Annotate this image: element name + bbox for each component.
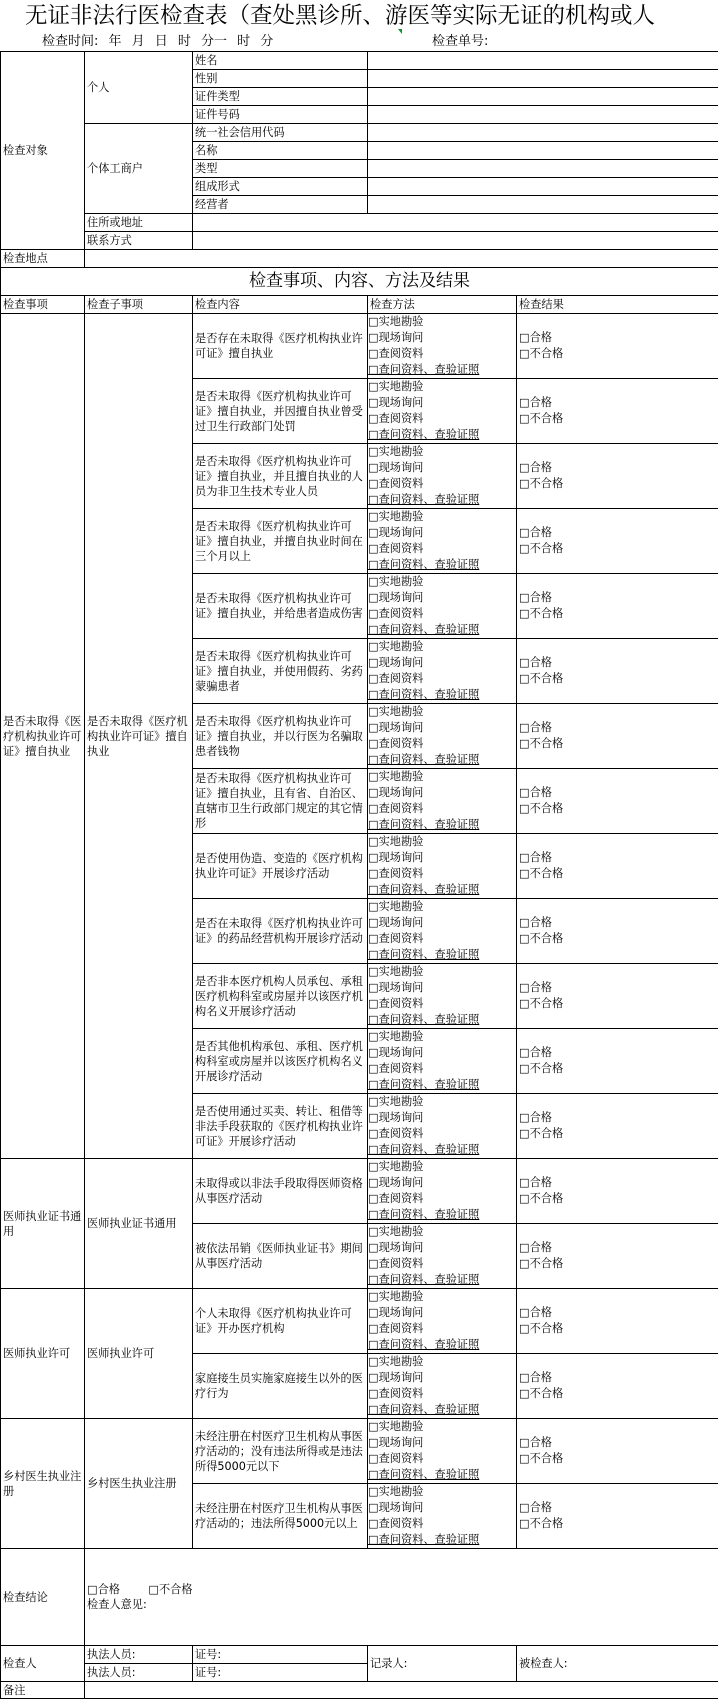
result-checkbox[interactable]: □不合格 (519, 1061, 716, 1077)
inspection-content: 未经注册在村医疗卫生机构从事医疗活动的；违法所得5000元以上 (193, 1484, 368, 1549)
method-checkbox[interactable]: □查阅资料 (368, 1386, 516, 1402)
inspection-items (1, 314, 718, 1549)
result-checkbox[interactable]: □合格 (519, 785, 716, 801)
location-value[interactable] (85, 250, 718, 268)
method-checkbox[interactable]: □查阅资料 (368, 1321, 516, 1337)
section-title: 检查事项、内容、方法及结果 (1, 268, 718, 296)
method-checkbox[interactable]: □实地勘验 (368, 1419, 516, 1435)
inspection-content: 是否非本医疗机构人员承包、承租医疗机构科室或房屋并以该医疗机构名义开展诊疗活动 (193, 964, 368, 1029)
inspection-item: 医师执业许可 (1, 1289, 85, 1419)
inspection-methods (368, 574, 517, 639)
method-checkbox[interactable]: □现场询问 (368, 720, 516, 736)
inspection-methods (368, 1029, 517, 1094)
method-checkbox[interactable]: □查问资料、查验证照 (368, 622, 516, 638)
method-checkbox[interactable]: □现场询问 (368, 980, 516, 996)
method-checkbox[interactable]: □现场询问 (368, 1305, 516, 1321)
officer-label-2: 执法人员: (85, 1664, 193, 1682)
result-checkbox[interactable]: □不合格 (519, 1516, 716, 1532)
method-checkbox[interactable]: □查问资料、查验证照 (368, 1077, 516, 1093)
inspection-form-table (0, 51, 718, 1699)
method-checkbox[interactable]: □查问资料、查验证照 (368, 1532, 516, 1548)
method-checkbox[interactable]: □查问资料、查验证照 (368, 882, 516, 898)
method-checkbox[interactable]: □查阅资料 (368, 996, 516, 1012)
inspection-methods (368, 704, 517, 769)
form-subtitle (0, 33, 718, 51)
inspectee-label: 被检查人: (517, 1646, 718, 1682)
method-checkbox[interactable]: □实地勘验 (368, 964, 516, 980)
result-checkbox[interactable]: □合格 (519, 395, 716, 411)
result-checkbox[interactable]: □合格 (519, 1045, 716, 1061)
inspection-time-label: 检查时间: 年 月 日 时 分一 时 分 (42, 33, 273, 51)
contact-value[interactable] (193, 232, 718, 250)
method-checkbox[interactable]: □查问资料、查验证照 (368, 427, 516, 443)
inspection-results (517, 1159, 718, 1224)
method-checkbox[interactable]: □查阅资料 (368, 736, 516, 752)
method-checkbox[interactable]: □现场询问 (368, 915, 516, 931)
result-checkbox[interactable]: □合格 (519, 1435, 716, 1451)
person-id-number-value[interactable] (368, 106, 718, 124)
inspection-results (517, 639, 718, 704)
inspection-methods (368, 314, 517, 379)
inspection-methods (368, 444, 517, 509)
officer-label-1: 执法人员: (85, 1646, 193, 1664)
business-type-value[interactable] (368, 160, 718, 178)
inspection-content: 个人未取得《医疗机构执业许可证》开办医疗机构 (193, 1289, 368, 1354)
inspection-methods (368, 834, 517, 899)
result-checkbox[interactable]: □不合格 (519, 931, 716, 947)
inspection-content: 是否存在未取得《医疗机构执业许可证》擅自执业 (193, 314, 368, 379)
inspection-results (517, 964, 718, 1029)
method-checkbox[interactable]: □现场询问 (368, 785, 516, 801)
method-checkbox[interactable]: □查问资料、查验证照 (368, 1207, 516, 1223)
method-checkbox[interactable]: □实地勘验 (368, 1094, 516, 1110)
result-checkbox[interactable]: □不合格 (519, 1386, 716, 1402)
method-checkbox[interactable]: □实地勘验 (368, 1159, 516, 1175)
business-name-value[interactable] (368, 142, 718, 160)
inspection-sub-item: 医师执业证书通用 (85, 1159, 193, 1289)
inspection-results (517, 1354, 718, 1419)
method-checkbox[interactable]: □实地勘验 (368, 1289, 516, 1305)
inspected-party-label: 检查对象 (1, 52, 85, 250)
method-checkbox[interactable]: □现场询问 (368, 1435, 516, 1451)
method-checkbox[interactable]: □查阅资料 (368, 1516, 516, 1532)
inspection-results (517, 314, 718, 379)
person-field-id-number: 证件号码 (193, 106, 368, 124)
inspection-methods (368, 639, 517, 704)
inspection-results (517, 1419, 718, 1484)
inspection-methods (368, 769, 517, 834)
inspection-item: 医师执业证书通用 (1, 1159, 85, 1289)
person-id-type-value[interactable] (368, 88, 718, 106)
person-field-gender: 性别 (193, 70, 368, 88)
method-checkbox[interactable]: □查阅资料 (368, 1256, 516, 1272)
method-checkbox[interactable]: □查阅资料 (368, 606, 516, 622)
inspection-results (517, 444, 718, 509)
method-checkbox[interactable]: □查阅资料 (368, 801, 516, 817)
inspection-content: 是否在未取得《医疗机构执业许可证》的药品经营机构开展诊疗活动 (193, 899, 368, 964)
inspection-methods (368, 1159, 517, 1224)
person-label: 个人 (85, 52, 193, 124)
person-gender-value[interactable] (368, 70, 718, 88)
result-checkbox[interactable]: □不合格 (519, 996, 716, 1012)
method-checkbox[interactable]: □查阅资料 (368, 346, 516, 362)
inspection-methods (368, 1354, 517, 1419)
result-checkbox[interactable]: □不合格 (519, 801, 716, 817)
method-checkbox[interactable]: □实地勘验 (368, 1484, 516, 1500)
method-checkbox[interactable]: □查问资料、查验证照 (368, 1272, 516, 1288)
inspection-content: 是否其他机构承包、承租、医疗机构科室或房屋并以该医疗机构名义开展诊疗活动 (193, 1029, 368, 1094)
conclusion-label: 检查结论 (1, 1549, 85, 1646)
inspection-content: 是否未取得《医疗机构执业许可证》擅自执业，且有省、自治区、直辖市卫生行政部门规定的其它情形 (193, 769, 368, 834)
result-checkbox[interactable]: □不合格 (519, 1451, 716, 1467)
method-checkbox[interactable]: □现场询问 (368, 525, 516, 541)
method-checkbox[interactable]: □查问资料、查验证照 (368, 492, 516, 508)
inspection-results (517, 834, 718, 899)
method-checkbox[interactable]: □查阅资料 (368, 476, 516, 492)
inspection-item: 乡村医生执业注册 (1, 1419, 85, 1549)
result-checkbox[interactable]: □不合格 (519, 1256, 716, 1272)
result-checkbox[interactable]: □不合格 (519, 736, 716, 752)
method-checkbox[interactable]: □现场询问 (368, 460, 516, 476)
result-checkbox[interactable]: □合格 (519, 1240, 716, 1256)
business-field-credit-code: 统一社会信用代码 (193, 124, 368, 142)
method-checkbox[interactable]: □实地勘验 (368, 314, 516, 330)
inspection-item: 是否未取得《医疗机构执业许可证》擅自执业 (1, 314, 85, 1159)
method-checkbox[interactable]: □查问资料、查验证照 (368, 687, 516, 703)
inspection-row (1, 1159, 718, 1224)
inspection-content: 是否未取得《医疗机构执业许可证》擅自执业，并因擅自执业曾受过卫生行政部门处罚 (193, 379, 368, 444)
result-checkbox[interactable]: □不合格 (519, 1191, 716, 1207)
result-checkbox[interactable]: □合格 (519, 330, 716, 346)
inspection-content: 是否使用伪造、变造的《医疗机构执业许可证》开展诊疗活动 (193, 834, 368, 899)
inspection-content: 是否未取得《医疗机构执业许可证》擅自执业，并以行医为名骗取患者钱物 (193, 704, 368, 769)
result-checkbox[interactable]: □合格 (519, 915, 716, 931)
method-checkbox[interactable]: □现场询问 (368, 395, 516, 411)
address-label: 住所或地址 (85, 214, 193, 232)
method-checkbox[interactable]: □现场询问 (368, 1240, 516, 1256)
method-checkbox[interactable]: □实地勘验 (368, 509, 516, 525)
result-checkbox[interactable]: □合格 (519, 460, 716, 476)
conclusion-options[interactable]: □合格 □不合格 (87, 1582, 716, 1597)
result-checkbox[interactable]: □合格 (519, 655, 716, 671)
method-checkbox[interactable]: □实地勘验 (368, 1029, 516, 1045)
result-checkbox[interactable]: □合格 (519, 590, 716, 606)
inspection-content: 是否使用通过买卖、转让、租借等非法手段获取的《医疗机构执业许可证》开展诊疗活动 (193, 1094, 368, 1159)
method-checkbox[interactable]: □实地勘验 (368, 1224, 516, 1240)
business-field-type: 类型 (193, 160, 368, 178)
method-checkbox[interactable]: □查问资料、查验证照 (368, 752, 516, 768)
method-checkbox[interactable]: □查问资料、查验证照 (368, 1337, 516, 1353)
method-checkbox[interactable]: □查问资料、查验证照 (368, 1012, 516, 1028)
method-checkbox[interactable]: □查问资料、查验证照 (368, 1402, 516, 1418)
inspection-results (517, 509, 718, 574)
inspection-results (517, 574, 718, 639)
inspection-results (517, 769, 718, 834)
page-title: 无证非法行医检查表（查处黑诊所、游医等实际无证的机构或人 (0, 0, 718, 33)
business-operator-value[interactable] (368, 196, 718, 214)
inspection-sub-item: 是否未取得《医疗机构执业许可证》擅自执业 (85, 314, 193, 1159)
result-checkbox[interactable]: □不合格 (519, 671, 716, 687)
cert-label-2: 证号: (193, 1664, 368, 1682)
result-checkbox[interactable]: □合格 (519, 525, 716, 541)
business-field-composition: 组成形式 (193, 178, 368, 196)
inspection-results (517, 379, 718, 444)
result-checkbox[interactable]: □不合格 (519, 411, 716, 427)
inspection-content: 未经注册在村医疗卫生机构从事医疗活动的；没有违法所得或是违法所得5000元以下 (193, 1419, 368, 1484)
inspection-content: 是否未取得《医疗机构执业许可证》擅自执业，并擅自执业时间在三个月以上 (193, 509, 368, 574)
result-checkbox[interactable]: □合格 (519, 1500, 716, 1516)
inspection-methods (368, 509, 517, 574)
method-checkbox[interactable]: □实地勘验 (368, 769, 516, 785)
method-checkbox[interactable]: □实地勘验 (368, 834, 516, 850)
method-checkbox[interactable]: □现场询问 (368, 1110, 516, 1126)
method-checkbox[interactable]: □查阅资料 (368, 411, 516, 427)
inspection-row (1, 314, 718, 379)
inspection-methods (368, 1484, 517, 1549)
method-checkbox[interactable]: □查问资料、查验证照 (368, 817, 516, 833)
method-checkbox[interactable]: □现场询问 (368, 1175, 516, 1191)
method-checkbox[interactable]: □查问资料、查验证照 (368, 1142, 516, 1158)
result-checkbox[interactable]: □合格 (519, 980, 716, 996)
method-checkbox[interactable]: □现场询问 (368, 1500, 516, 1516)
method-checkbox[interactable]: □查问资料、查验证照 (368, 947, 516, 963)
inspection-sub-item: 医师执业许可 (85, 1289, 193, 1419)
inspection-methods (368, 1094, 517, 1159)
header-method: 检查方法 (368, 296, 517, 314)
cert-label-1: 证号: (193, 1646, 368, 1664)
method-checkbox[interactable]: □现场询问 (368, 590, 516, 606)
contact-label: 联系方式 (85, 232, 193, 250)
header-sub-item: 检查子事项 (85, 296, 193, 314)
result-checkbox[interactable]: □不合格 (519, 606, 716, 622)
result-checkbox[interactable]: □合格 (519, 1305, 716, 1321)
inspection-content: 是否未取得《医疗机构执业许可证》擅自执业，并使用假药、劣药蒙骗患者 (193, 639, 368, 704)
conclusion-box[interactable] (85, 1549, 718, 1646)
method-checkbox[interactable]: □查问资料、查验证照 (368, 557, 516, 573)
result-checkbox[interactable]: □合格 (519, 850, 716, 866)
result-checkbox[interactable]: □不合格 (519, 476, 716, 492)
method-checkbox[interactable]: □现场询问 (368, 330, 516, 346)
inspection-results (517, 1094, 718, 1159)
inspection-sub-item: 乡村医生执业注册 (85, 1419, 193, 1549)
inspection-content: 是否未取得《医疗机构执业许可证》擅自执业，并且擅自执业的人员为非卫生技术专业人员 (193, 444, 368, 509)
inspection-results (517, 1224, 718, 1289)
method-checkbox[interactable]: □现场询问 (368, 1370, 516, 1386)
method-checkbox[interactable]: □实地勘验 (368, 1354, 516, 1370)
recorder-label: 记录人: (368, 1646, 517, 1682)
method-checkbox[interactable]: □查阅资料 (368, 931, 516, 947)
cell-comment-marker-icon (398, 29, 402, 34)
inspection-methods (368, 899, 517, 964)
method-checkbox[interactable]: □查阅资料 (368, 1061, 516, 1077)
inspection-results (517, 1029, 718, 1094)
inspection-content: 未取得或以非法手段取得医师资格从事医疗活动 (193, 1159, 368, 1224)
inspection-results (517, 1484, 718, 1549)
method-checkbox[interactable]: □查阅资料 (368, 671, 516, 687)
header-item: 检查事项 (1, 296, 85, 314)
method-checkbox[interactable]: □现场询问 (368, 1045, 516, 1061)
inspection-methods (368, 379, 517, 444)
inspection-results (517, 704, 718, 769)
inspection-results (517, 1289, 718, 1354)
result-checkbox[interactable]: □合格 (519, 1175, 716, 1191)
inspection-results (517, 899, 718, 964)
method-checkbox[interactable]: □实地勘验 (368, 704, 516, 720)
inspection-content: 被依法吊销《医师执业证书》期间从事医疗活动 (193, 1224, 368, 1289)
person-name-value[interactable] (368, 52, 718, 70)
method-checkbox[interactable]: □查阅资料 (368, 541, 516, 557)
result-checkbox[interactable]: □不合格 (519, 1126, 716, 1142)
person-field-id-type: 证件类型 (193, 88, 368, 106)
address-value[interactable] (193, 214, 718, 232)
method-checkbox[interactable]: □现场询问 (368, 655, 516, 671)
business-label: 个体工商户 (85, 124, 193, 214)
remarks-label: 备注 (1, 1682, 85, 1699)
inspection-content: 家庭接生员实施家庭接生以外的医疗行为 (193, 1354, 368, 1419)
method-checkbox[interactable]: □实地勘验 (368, 899, 516, 915)
inspection-content: 是否未取得《医疗机构执业许可证》擅自执业，并给患者造成伤害 (193, 574, 368, 639)
header-result: 检查结果 (517, 296, 718, 314)
method-checkbox[interactable]: □实地勘验 (368, 574, 516, 590)
method-checkbox[interactable]: □现场询问 (368, 850, 516, 866)
header-content: 检查内容 (193, 296, 368, 314)
inspection-methods (368, 1224, 517, 1289)
business-composition-value[interactable] (368, 178, 718, 196)
inspection-number-label: 检查单号: (432, 33, 488, 51)
method-checkbox[interactable]: □实地勘验 (368, 444, 516, 460)
inspector-opinion-label: 检查人意见: (87, 1597, 716, 1612)
inspection-row (1, 1289, 718, 1354)
business-credit-code-value[interactable] (368, 124, 718, 142)
method-checkbox[interactable]: □实地勘验 (368, 379, 516, 395)
location-label: 检查地点 (1, 250, 85, 268)
inspection-methods (368, 1289, 517, 1354)
person-field-name: 姓名 (193, 52, 368, 70)
result-checkbox[interactable]: □不合格 (519, 1321, 716, 1337)
result-checkbox[interactable]: □合格 (519, 1370, 716, 1386)
result-checkbox[interactable]: □不合格 (519, 346, 716, 362)
result-checkbox[interactable]: □不合格 (519, 541, 716, 557)
result-checkbox[interactable]: □不合格 (519, 866, 716, 882)
method-checkbox[interactable]: □查阅资料 (368, 1191, 516, 1207)
business-field-name: 名称 (193, 142, 368, 160)
business-field-operator: 经营者 (193, 196, 368, 214)
remarks-value[interactable] (85, 1682, 718, 1699)
inspection-methods (368, 964, 517, 1029)
inspector-label: 检查人 (1, 1646, 85, 1682)
method-checkbox[interactable]: □查阅资料 (368, 866, 516, 882)
inspection-methods (368, 1419, 517, 1484)
method-checkbox[interactable]: □查问资料、查验证照 (368, 362, 516, 378)
result-checkbox[interactable]: □合格 (519, 1110, 716, 1126)
inspection-row (1, 1419, 718, 1484)
method-checkbox[interactable]: □实地勘验 (368, 639, 516, 655)
method-checkbox[interactable]: □查阅资料 (368, 1126, 516, 1142)
method-checkbox[interactable]: □查问资料、查验证照 (368, 1467, 516, 1483)
method-checkbox[interactable]: □查阅资料 (368, 1451, 516, 1467)
result-checkbox[interactable]: □合格 (519, 720, 716, 736)
